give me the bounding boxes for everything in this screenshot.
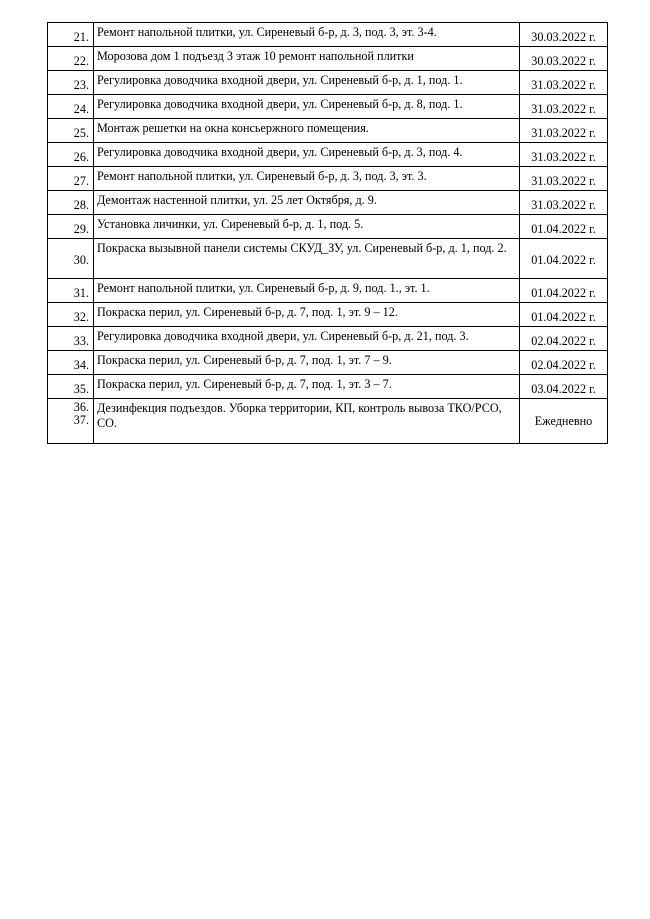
row-date: 30.03.2022 г. [531, 54, 596, 68]
row-description-cell [94, 143, 520, 167]
row-date: 01.04.2022 г. [531, 253, 596, 267]
row-description: Морозова дом 1 подъезд 3 этаж 10 ремонт напольной плитки [97, 49, 414, 63]
table-row [48, 239, 608, 279]
row-description-cell [94, 47, 520, 71]
row-number: 37. [73, 413, 89, 427]
row-date: 31.03.2022 г. [531, 102, 596, 116]
row-number: 35. [73, 382, 89, 396]
row-number-cell [48, 215, 94, 239]
row-date: 31.03.2022 г. [531, 174, 596, 188]
row-number: 36. [73, 400, 89, 414]
table-row [48, 327, 608, 351]
row-number-cell [48, 327, 94, 351]
row-number-cell [48, 279, 94, 303]
row-number-cell [48, 143, 94, 167]
row-description-cell [94, 327, 520, 351]
table-row [48, 279, 608, 303]
row-date-cell [520, 215, 608, 239]
row-description-cell [94, 95, 520, 119]
row-date-cell [520, 23, 608, 47]
row-number-cell [48, 303, 94, 327]
row-number: 22. [73, 54, 89, 68]
table-row [48, 215, 608, 239]
row-description: Покраска перил, ул. Сиреневый б-р, д. 7, под. 1, эт. 7 – 9. [97, 353, 392, 367]
row-description-cell [94, 191, 520, 215]
row-description-cell [94, 399, 520, 444]
row-number: 31. [73, 286, 89, 300]
row-description-cell [94, 167, 520, 191]
table-row [48, 95, 608, 119]
row-date: 31.03.2022 г. [531, 150, 596, 164]
row-description-cell [94, 215, 520, 239]
row-description-cell [94, 239, 520, 279]
row-date: 31.03.2022 г. [531, 126, 596, 140]
row-description-cell [94, 71, 520, 95]
row-number-cell [48, 375, 94, 399]
row-date-cell [520, 239, 608, 279]
row-description: Покраска перил, ул. Сиреневый б-р, д. 7, под. 1, эт. 3 – 7. [97, 377, 392, 391]
row-number-cell [48, 239, 94, 279]
row-number: 24. [73, 102, 89, 116]
row-date: 01.04.2022 г. [531, 286, 596, 300]
row-description-cell [94, 279, 520, 303]
row-description: Установка личинки, ул. Сиреневый б-р, д. 1, под. 5. [97, 217, 364, 231]
row-number-cell [48, 71, 94, 95]
row-description: Ремонт напольной плитки, ул. Сиреневый б-р, д. 9, под. 1., эт. 1. [97, 281, 430, 295]
row-number-cell [48, 191, 94, 215]
row-date: 01.04.2022 г. [531, 222, 596, 236]
row-description-cell [94, 23, 520, 47]
row-date-cell [520, 119, 608, 143]
table-row [48, 143, 608, 167]
row-date: 01.04.2022 г. [531, 310, 596, 324]
row-date-cell [520, 191, 608, 215]
row-number-cell [48, 399, 94, 444]
row-number-cell [48, 23, 94, 47]
row-description: Покраска перил, ул. Сиреневый б-р, д. 7, под. 1, эт. 9 – 12. [97, 305, 398, 319]
row-number-cell [48, 167, 94, 191]
row-date-cell [520, 303, 608, 327]
row-description: Ремонт напольной плитки, ул. Сиреневый б-р, д. 3, под. 3, эт. 3. [97, 169, 427, 183]
row-date: 31.03.2022 г. [531, 78, 596, 92]
row-date-cell [520, 71, 608, 95]
row-description: Дезинфекция подъездов. Уборка территории, КП, контроль вывоза ТКО/РСО, СО. [97, 401, 502, 430]
row-number-cell [48, 47, 94, 71]
row-date-cell [520, 279, 608, 303]
row-date-cell [520, 399, 608, 444]
row-description: Ремонт напольной плитки, ул. Сиреневый б-р, д. 3, под. 3, эт. 3-4. [97, 25, 437, 39]
row-description: Регулировка доводчика входной двери, ул. Сиреневый б-р, д. 21, под. 3. [97, 329, 469, 343]
row-description-cell [94, 303, 520, 327]
row-date-cell [520, 351, 608, 375]
row-number: 28. [73, 198, 89, 212]
row-date: 31.03.2022 г. [531, 198, 596, 212]
row-date: 02.04.2022 г. [531, 358, 596, 372]
table-row [48, 23, 608, 47]
table-row [48, 167, 608, 191]
row-description-cell [94, 351, 520, 375]
table-row [48, 375, 608, 399]
row-description: Покраска вызывной панели системы СКУД_ЗУ, ул. Сиреневый б-р, д. 1, под. 2. [97, 241, 507, 255]
row-number: 25. [73, 126, 89, 140]
table-row [48, 351, 608, 375]
row-date: 30.03.2022 г. [531, 30, 596, 44]
row-description: Регулировка доводчика входной двери, ул. Сиреневый б-р, д. 8, под. 1. [97, 97, 463, 111]
row-date-cell [520, 167, 608, 191]
row-number-cell [48, 95, 94, 119]
row-number-cell [48, 351, 94, 375]
row-description: Регулировка доводчика входной двери, ул. Сиреневый б-р, д. 3, под. 4. [97, 145, 463, 159]
row-number: 34. [73, 358, 89, 372]
row-date-cell [520, 375, 608, 399]
row-number: 33. [73, 334, 89, 348]
row-number: 32. [73, 310, 89, 324]
row-number-cell [48, 119, 94, 143]
table-row [48, 303, 608, 327]
table-row [48, 191, 608, 215]
row-date: 02.04.2022 г. [531, 334, 596, 348]
row-date-cell [520, 47, 608, 71]
row-date: 03.04.2022 г. [531, 382, 596, 396]
row-date-cell [520, 95, 608, 119]
row-number: 29. [73, 222, 89, 236]
table-row [48, 119, 608, 143]
row-date-cell [520, 327, 608, 351]
row-number: 23. [73, 78, 89, 92]
row-description-cell [94, 119, 520, 143]
row-description-cell [94, 375, 520, 399]
row-number: 26. [73, 150, 89, 164]
row-description: Регулировка доводчика входной двери, ул. Сиреневый б-р, д. 1, под. 1. [97, 73, 463, 87]
row-description: Демонтаж настенной плитки, ул. 25 лет Октября, д. 9. [97, 193, 377, 207]
row-number: 30. [73, 253, 89, 267]
row-number: 21. [73, 30, 89, 44]
work-log-table [47, 22, 608, 444]
table-row [48, 47, 608, 71]
row-number-group [48, 399, 89, 427]
row-date: Ежедневно [534, 413, 593, 428]
table-row [48, 399, 608, 444]
row-number: 27. [73, 174, 89, 188]
table-row [48, 71, 608, 95]
row-date-cell [520, 143, 608, 167]
document-page [47, 22, 607, 444]
row-description: Монтаж решетки на окна консьержного помещения. [97, 121, 369, 135]
